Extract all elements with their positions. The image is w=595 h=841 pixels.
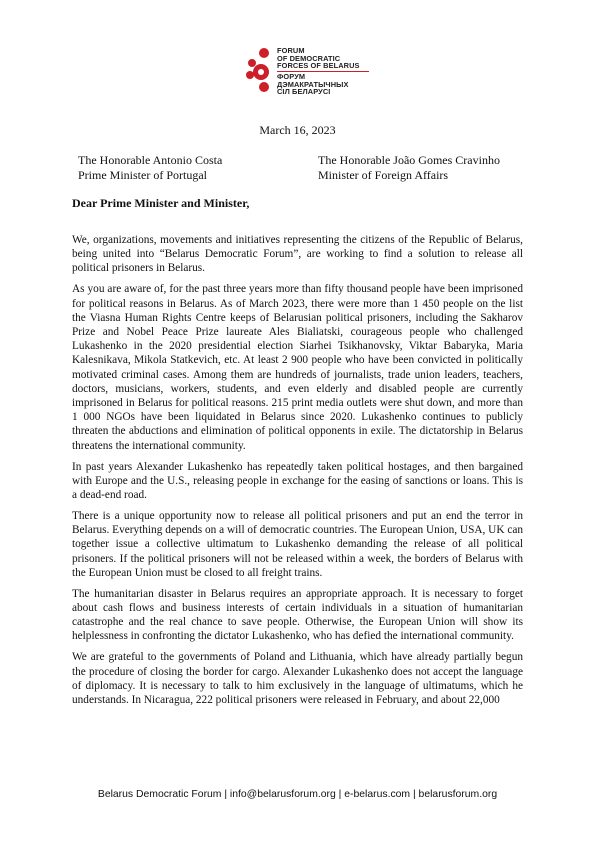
- forum-logo-mark-icon: [244, 45, 274, 95]
- salutation: Dear Prime Minister and Minister,: [72, 196, 250, 210]
- forum-logo-text: [277, 47, 377, 96]
- body-paragraph: There is a unique opportunity now to release all political prisoners and put an end the terror in Belarus. Everything depends on a will of democratic countries. The European Union, USA, UK can together issue a collective ultimatum to Lukashenko demanding the release of all political prisoners. If the political prisoners will not be released within a week, the borders of Belarus with the European Union must be closed to all freight trains.: [72, 510, 523, 579]
- recipient-name: The Honorable Antonio Costa: [78, 153, 223, 167]
- recipient-block-2: [318, 153, 500, 182]
- body-paragraph: The humanitarian disaster in Belarus requires an appropriate approach. It is necessary to forget about cash flows and business interests of certain individuals in a situation of humanitarian catastrophe and the real chance to save people. Otherwise, the European Union will show its helplessness in confronting the dictator Lukashenko, who has defied the international community.: [72, 587, 523, 643]
- forum-logo: [244, 45, 374, 103]
- body-paragraph: We are grateful to the governments of Poland and Lithuania, which have already partially begun the procedure of closing the border for cargo. Alexander Lukashenko does not accept the language of diplomacy. It is necessary to talk to him exclusively in the language of ultimatums, which he understands. In Nicaragua, 222 political prisoners were released in February, and about 22,000: [72, 651, 523, 707]
- body-paragraph: In past years Alexander Lukashenko has repeatedly taken political hostages, and then bargained with Europe and the U.S., releasing people in exchange for the easing of sanctions or loans. This is a dead-end road.: [72, 460, 523, 502]
- recipient-name: The Honorable João Gomes Cravinho: [318, 153, 500, 167]
- letter-body: [72, 233, 523, 793]
- logo-line-en-2: OF DEMOCRATIC: [277, 53, 341, 63]
- logo-line-by-2: ДЭМАКРАТЫЧНЫХ: [277, 79, 349, 89]
- body-paragraph: As you are aware of, for the past three years more than fifty thousand people have been imprisoned for political reasons in Belarus. As of March 2023, there were more than 1 450 people on the list the Viasna Human Rights Centre keeps of Belarusian political prisoners, including the Sakharov Prize and Nobel Peace Prize laureate Ales Bialiatski, courageous people who challenged Lukashenko in the 2020 presidential election Siarhei Tsikhanovsky, Viktar Babaryka, Maria Kalesnikava, Mikola Statkevich, etc. At least 2 900 people who have been convicted in politically motivated criminal cases. Among them are hundreds of journalists, trade union leaders, teachers, doctors, musicians, workers, students, and even elderly and disabled people are currently imprisoned in Belarus for political reasons. 215 print media outlets were shut down, and more than 1 000 NGOs have been liquidated in Belarus since 2020. Lukashenko continues to publicly threaten the abductions and elimination of political opponents in exile. The dictatorship in Belarus threatens the international community.: [72, 283, 523, 452]
- recipient-title: Minister of Foreign Affairs: [318, 167, 449, 182]
- recipient-block-1: [78, 153, 222, 182]
- page-footer: Belarus Democratic Forum | info@belarusforum.org | e-belarus.com | belarusforum.org: [97, 789, 498, 800]
- body-paragraph: We, organizations, movements and initiatives representing the citizens of the Republic of Belarus, being united into “Belarus Democratic Forum”, are working to find a solution to release all political prisoners in Belarus.: [72, 234, 523, 275]
- letter-date: March 16, 2023: [259, 123, 336, 137]
- logo-line-by-1: ФОРУМ: [277, 72, 306, 82]
- logo-line-en-1: FORUM: [277, 46, 305, 55]
- recipient-title: Prime Minister of Portugal: [78, 167, 207, 182]
- logo-line-en-3: FORCES OF BELARUS: [277, 61, 360, 71]
- logo-line-by-3: СІЛ БЕЛАРУСІ: [277, 87, 331, 97]
